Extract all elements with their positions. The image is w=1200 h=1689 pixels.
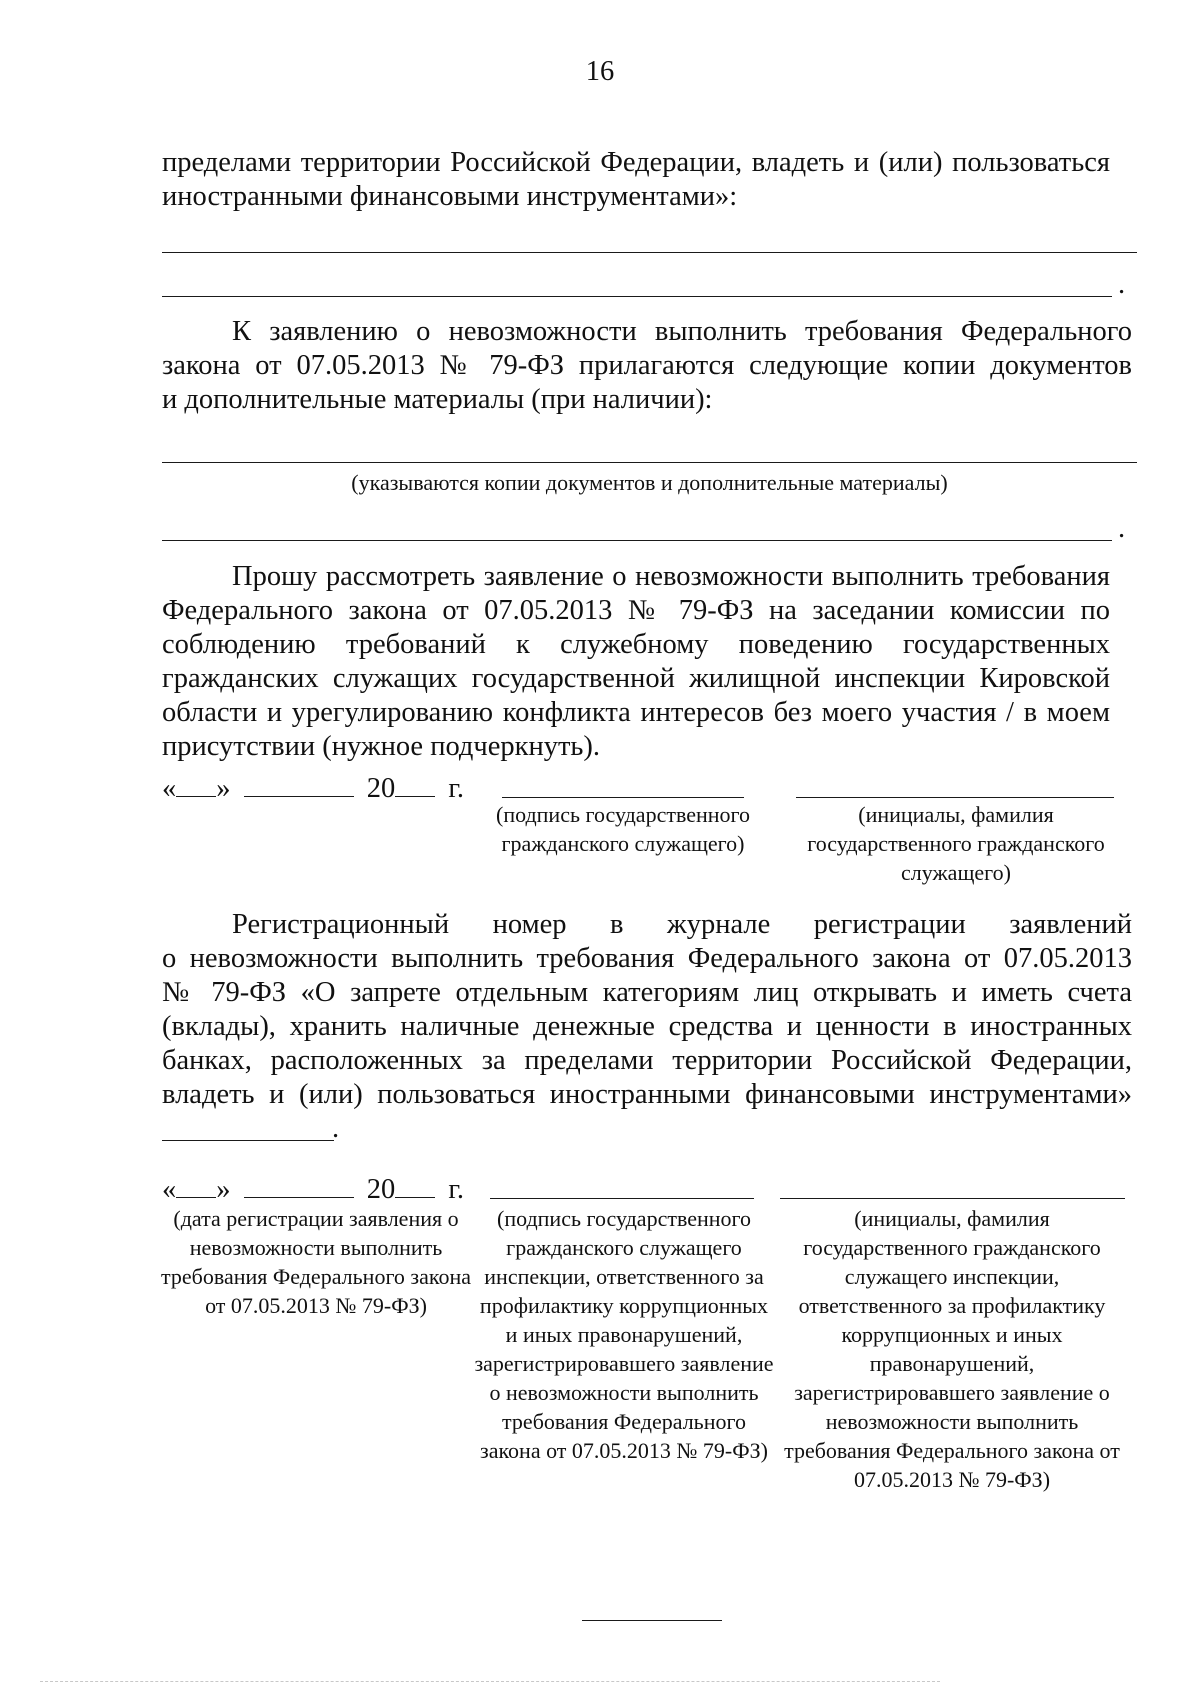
name-caption: (инициалы, фамилия государственного гражданского служащего) bbox=[807, 802, 1105, 885]
date-open-quote: « bbox=[162, 1174, 177, 1205]
end-separator-line bbox=[582, 1620, 722, 1621]
line-end-period: . bbox=[1118, 513, 1126, 544]
year-prefix: 20 bbox=[366, 1174, 396, 1205]
para4-line-6: владеть и (или) пользоваться иностранными финансовыми инструментами» bbox=[162, 1079, 1132, 1110]
fill-line bbox=[162, 296, 1112, 297]
para1-line-1: пределами территории Российской Федерации, владеть и (или) пользоваться bbox=[162, 147, 1110, 178]
attachments-caption: (указываются копии документов и дополнительные материалы) bbox=[351, 470, 948, 495]
registrar-name-caption: (инициалы, фамилия государственного гражданского служащего инспекции, ответственного за профилактику коррупционных и иных правонарушений, зарегистрировавшего заявление о невозможности выполнить требования Федерального закона от 07.05.2013 № 79-ФЗ) bbox=[784, 1206, 1120, 1492]
year-suffix: г. bbox=[448, 1174, 464, 1205]
para3-line-5: области и урегулированию конфликта интересов без моего участия / в моем bbox=[162, 697, 1110, 728]
para4-line-5: банках, расположенных за пределами территории Российской Федерации, bbox=[162, 1045, 1132, 1076]
registrar-name-line bbox=[780, 1198, 1125, 1199]
para3-line-1: Прошу рассмотреть заявление о невозможности выполнить требования bbox=[232, 561, 1110, 592]
month-blank bbox=[244, 1173, 354, 1198]
year-blank bbox=[395, 772, 435, 797]
para1-line-2: иностранными финансовыми инструментами»: bbox=[162, 181, 738, 212]
registration-date-caption: (дата регистрации заявления о невозможности выполнить требования Федерального закона от 07.05.2013 № 79-ФЗ) bbox=[161, 1206, 471, 1318]
para4-line-4: (вклады), хранить наличные денежные средства и ценности в иностранных bbox=[162, 1011, 1132, 1042]
para3-line-2: Федерального закона от 07.05.2013 № 79-ФЗ на заседании комиссии по bbox=[162, 595, 1110, 626]
attachments-line bbox=[162, 462, 1137, 463]
para4-line-2: о невозможности выполнить требования Федерального закона от 07.05.2013 bbox=[162, 943, 1132, 974]
para2-line-3: и дополнительные материалы (при наличии): bbox=[162, 384, 713, 415]
month-blank bbox=[244, 772, 354, 797]
registration-date-field bbox=[162, 1173, 464, 1207]
para3-line-4: гражданских служащих государственной жилищной инспекции Кировской bbox=[162, 663, 1110, 694]
registrar-signature-line bbox=[490, 1198, 754, 1199]
date-open-quote: « bbox=[162, 773, 177, 804]
registrar-signature-caption: (подпись государственного гражданского служащего инспекции, ответственного за профилактику коррупционных и иных правонарушений, зарегистрировавшего заявление о невозможности выполнить требования Федерального закона от 07.05.2013 № 79-ФЗ) bbox=[474, 1206, 774, 1463]
para3-line-3: соблюдению требований к служебному поведению государственных bbox=[162, 629, 1110, 660]
year-blank bbox=[395, 1173, 435, 1198]
para4-line-1: Регистрационный номер в журнале регистрации заявлений bbox=[232, 909, 1132, 940]
day-blank bbox=[176, 1173, 216, 1198]
name-line bbox=[796, 797, 1114, 798]
fill-line bbox=[162, 252, 1137, 253]
date-close-quote: » bbox=[216, 773, 231, 804]
year-suffix: г. bbox=[448, 773, 464, 804]
line-end-period: . bbox=[1118, 269, 1126, 300]
registration-number-line bbox=[162, 1140, 334, 1141]
signature-line bbox=[502, 797, 744, 798]
scan-edge-line bbox=[40, 1681, 940, 1682]
fill-line bbox=[162, 540, 1112, 541]
date-field bbox=[162, 772, 464, 806]
signature-caption: (подпись государственного гражданского служащего) bbox=[496, 802, 750, 856]
para3-line-6: присутствии (нужное подчеркнуть). bbox=[162, 731, 601, 762]
date-close-quote: » bbox=[216, 1174, 231, 1205]
para2-line-2: закона от 07.05.2013 № 79-ФЗ прилагаются следующие копии документов bbox=[162, 350, 1132, 381]
year-prefix: 20 bbox=[366, 773, 396, 804]
para2-line-1: К заявлению о невозможности выполнить требования Федерального bbox=[232, 316, 1132, 347]
line-end-period: . bbox=[332, 1113, 340, 1144]
page-number: 16 bbox=[585, 56, 615, 87]
day-blank bbox=[176, 772, 216, 797]
para4-line-3: № 79-ФЗ «О запрете отдельным категориям лиц открывать и иметь счета bbox=[162, 977, 1132, 1008]
